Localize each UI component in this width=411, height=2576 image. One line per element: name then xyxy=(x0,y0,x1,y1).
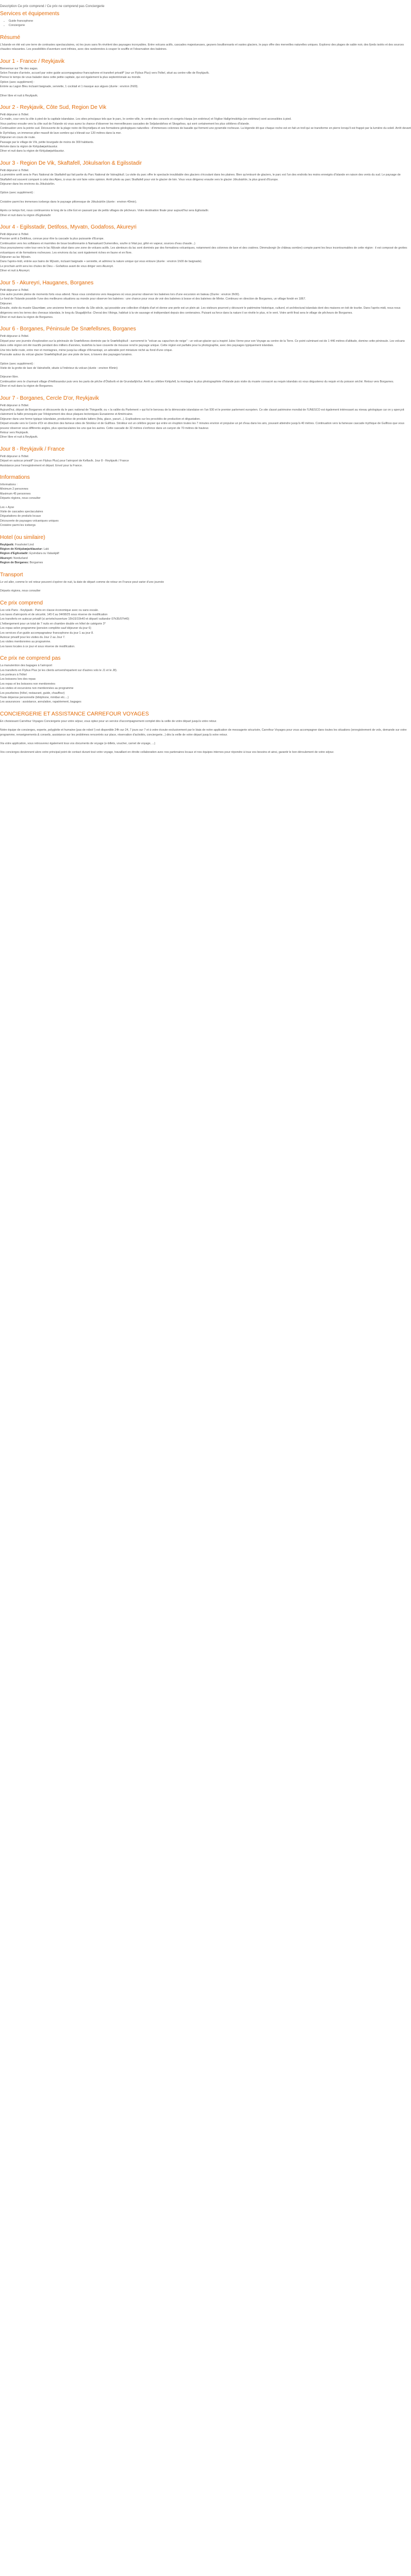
day-line: Bienvenue sur l'île des sagas. xyxy=(0,67,38,70)
spacer xyxy=(0,501,411,505)
info-line: Informations : xyxy=(0,483,18,486)
day-title: Jour 1 - France / Reykjavik xyxy=(0,58,65,64)
day-title: Jour 3 - Region De Vik, Skaftafell, Jökulsarlon & Egilsstadir xyxy=(0,160,142,166)
hotels-block xyxy=(0,543,411,565)
day-line: Départ ensuite vers le Cercle d'Or en direction des fameux sites de Strokkur et de Gullfoss. Strokkur est un célèbre geyser qui entre en éruption toutes les 7 minutes environ et propulse un jet d'eau dans les airs, pouvant atteindre jusqu'à 40 mètres. Continuation vers la fameuse cascade mythique de Gullfoss que vous pouvez observer sous différents angles, plus spectaculaires les uns que les autres. Cette cascade de 32 mètres s'enfonce dans un canyon de 70 mètres de hauteur. xyxy=(0,422,404,430)
day-line: Continuation vers les solfatares et marmites de boue bouillonnante à Namaskard Dumerolles, soufre à l'état pur, gêté en vapeur, sources d'eau chaude...) xyxy=(0,242,196,245)
excludes-line: Les visites et excursions non mentionnées au programme xyxy=(0,687,74,691)
includes-title: Ce prix comprend xyxy=(0,600,43,606)
excludes-line: Les repas et les boissons non mentionnées xyxy=(0,682,55,686)
day-body xyxy=(0,232,411,274)
day-line: Petit déjeuner à l'hôtel. xyxy=(0,404,29,407)
hotel-location: Reykjavik: xyxy=(0,543,15,547)
day-line: Ensuite, visite du musée Glaumbær, une ancienne ferme en tourbe du 18e siècle, qui possède une collection d'objets d'art et donne une perle est un plein air. Les visiteurs pourront y découvrir le patrimoine historique, culturel, et architectural islandais dont des maisons en toit de tourbe. Dans l'après-midi, nous nous dirigerons vers les terres des chevaux islandais, le long du Skagafjörður. Cheval des Vikings, habitué à la vie sauvage et indépendant depuis des centenaires. Puisant sa force dans la nature il se révèle le plus, ni le vent. Votre arrêt final sera le village de pêcheurs de Borgarnes. xyxy=(0,307,401,315)
day-line: Passage par le village de Vík, petite bourgade de moins de 300 habitants. xyxy=(0,140,94,144)
concierge-paragraph: Via votre application, vous retrouverez également tous vos documents de voyage (e-billets, voucher, carnet de voyage, ...) xyxy=(0,742,156,746)
hotel-location: Région de Kirkjubæjarklaustur: xyxy=(0,548,43,551)
day-line: Continuation vers le charmant village d'Hellissandur puis vers les parts de pêche d'Ólafsvík et de Grundarfjörður. Arrêt au célèbre Kirkjufell, la montagne la plus photographiée d'Islande puis visite du musée consacré au requin islandais où vous dégusterez du requin et du poisson séché. Retour vers Borgarnes. xyxy=(0,380,394,383)
day-line: Entrée au Lagon Bleu incluant baignade, serviette, 1 cocktail et 1 masque aux algues (durée : environ 2h00). xyxy=(0,85,139,89)
spacer xyxy=(0,89,411,94)
includes-line: Les services d'un guide accompagnateur francophone du jour 1 au jour 8. xyxy=(0,631,94,635)
day-title: Jour 8 - Reykjavik / France xyxy=(0,446,65,452)
excludes-line: Les porteurs à l'hôtel xyxy=(0,673,27,676)
info-line: Découverte de paysages volcaniques uniques xyxy=(0,519,59,523)
hotel-line xyxy=(0,561,411,565)
hotel-name: Borgarnes xyxy=(29,561,43,565)
day-line: Continuation vers la pointe sud. Découverte de la plage noire de Reynisfjara et ses formations géologiques naturelles : d'immenses colonnes de basalte qui forment une pyramide rocheuse. La légende dit que chaque roche est en fait un troll qui se transforme en pierre lorsqu'il est frappé par la lumière du soleil. Arrêt devant le Dyrhólaey, un immense pilier massif de lave sombre qui s'élevait sur 120 mètres dans la mer. xyxy=(0,127,411,135)
day-line: Déjeuner dans une ferme typique islandaise, productrice de produits laitiers (feta, glace, yaourt...). Explications sur les procédés de production et dégustation. xyxy=(0,417,201,421)
day-line: Dîner libre et nuit à Reykjavik. xyxy=(0,435,38,439)
day-line: Le fond de l'Islande possède l'une des meilleures situations au monde pour observer les baleines : une chance pour vous de voir des baleines à bosse et des baleines de Minke. Continuez en direction de Borgarnes, un village fondé en 1867. xyxy=(0,297,306,301)
hotel-name: Eyvindara ou Valaskjálf xyxy=(28,552,59,556)
hotel-name: Nordurland xyxy=(12,556,28,560)
informations-block xyxy=(0,483,411,528)
transport-line: Départs régions, nous consulter xyxy=(0,589,41,593)
day-title: Jour 2 - Reykjavik, Côte Sud, Region De Vik xyxy=(0,105,107,111)
info-line: Minimum 2 personnes xyxy=(0,487,29,491)
day-line: Départ en autocar privatif* (ou en Flybus Plus) pour l'aéroport de Keflavík. Jour 8 - Reykjavik / France xyxy=(0,459,129,463)
day-line: Croisière parmi les immenses icebergs dans le paysage pittoresque de Jökulsárlón (durée : environ 40min). xyxy=(0,200,137,204)
day-line: Selon l'horaire d'arrivée, accueil par votre guide accompagnateur francophone et transfert privatif* (sur un Flybus Plus) vers l'hôtel, situé au centre-ville de Reykjavík. xyxy=(0,71,210,75)
includes-line: Les taxes d'aéroports et de sécurité, 145 € au 04/08/25 sous réserve de modification xyxy=(0,613,108,616)
day-line: Dîner et nuit dans la région de Borgarnes. xyxy=(0,316,54,320)
day-line: Option (avec supplément) : xyxy=(0,362,35,366)
day-line: Départ pour une journée d'exploration sur la péninsule de Snæfellsnes dominée par le Snæfellsjökull - surnommé le "volcan au capuchon de neige" - un volcan-glacier qui a inspiré Jules Verne pour son Voyage au centre de la Terre. Ce point culminant est de 1 446 mètres d'altitude, domine cette péninsule. Les volcans dans cette région ont été inactifs pendant des milliers d'années, toutefois la lave couverte de mousse rend le paysage unique. Cette région est parfaite pour la photographie, avec des paysages typiquement islandais. xyxy=(0,339,405,348)
day-line: Déjeuner dans les environs du Jökulsárlón. xyxy=(0,182,55,186)
hotel-line xyxy=(0,556,411,561)
day-line: Dans l'après-midi, entrée aux bains de Mývatn, incluant baignade + serviette, et admirez la nature unique qui vous entoure (durée : environ 1h00 de baignade). xyxy=(0,260,202,264)
concierge-paragraph: Notre équipe de concierges, experte, polyglotte et humaine (pas de robot !) est disponible 24h sur 24, 7 jours sur 7 et à votre écoute exclusivement par le biais de notre application de messagerie sécurisée, Carrefour Voyages pour vous accompagner dans toutes les situations (enregistrement de vols, demande sur votre programme, renseignements & conseils, assistance sur les problèmes rencontrés sur place, réservation d'activités, conciergerie...) dès la veille de votre départ jusqu'à votre retour. xyxy=(0,728,407,737)
excludes-title: Ce prix ne comprend pas xyxy=(0,655,61,662)
info-line: Maximum 45 personnes xyxy=(0,492,31,496)
day-line: Petit déjeuner à l'hôtel. xyxy=(0,168,29,172)
includes-line: L'hébergement pour un total de 7 nuits en chambre double en hôtel de catégorie 3* xyxy=(0,622,106,626)
day-line: Déjeuner en cours de route. xyxy=(0,136,36,140)
day-body xyxy=(0,168,411,218)
concierge-paragraph: En choisissant Carrefour Voyages Conciergerie pour votre séjour, vous optez pour un service d'accompagnement complet dès la veille de votre départ jusqu'à votre retour. xyxy=(0,719,217,723)
day-line: Une autre journée pleine de moments forts vous attend. Nous vous conduirons vers Haugenes où vous pourrez observer les baleines lors d'une excursion en bateau (Durée : environ 3h00). xyxy=(0,293,240,297)
day-body xyxy=(0,404,411,440)
excludes-line: Les boissons lors des repas xyxy=(0,678,36,681)
hotel-name: Fosshotel Lind xyxy=(14,543,34,547)
doc-title: Description Ce prix comprend / Ce prix ne comprend pas Conciergerie xyxy=(0,4,105,8)
excludes-line: La manutention des bagages à l'aéroport xyxy=(0,664,53,668)
transport-line: Le vol aller, comme le vol retour peuvent s'opérer de nuit, la date de départ comme de retour en France peut varier d'une journée xyxy=(0,580,164,584)
excludes-line: Les assurances : assistance, annulation, rapatriement, bagages xyxy=(0,700,81,704)
day-line: Déjeuner au lac Mývatn. xyxy=(0,256,31,259)
day-line: Option (avec supplément) : xyxy=(0,80,35,84)
hotel-location: Region de Borganes: xyxy=(0,561,29,565)
spacer xyxy=(0,204,411,209)
day-body xyxy=(0,288,411,320)
day-line: Aujourd'hui, départ de Borgarnes et découverte du le parc national de Thingvellir, ou « la vallée du Parlement » qui fut le berceau de la démocratie islandaise en l'an 930 et le premier parlement européen. Ce site classé patrimoine mondial de l'UNESCO est également intéressant au niveau géologique car on y aperçoit clairement la faille provoquée par l'éloignement des deux plaques tectoniques Eurasienne et Américaine. xyxy=(0,408,404,417)
excludes-line: Toute dépense personnelle (téléphone, minibar etc....) xyxy=(0,696,69,699)
excludes-block xyxy=(0,663,411,705)
services-list xyxy=(0,19,411,28)
spacer xyxy=(0,584,411,589)
day-line: Vous poursuiverez votre tour vers le lac Mývatn situé dans une zone de volcans actifs. Les alentours du lac sont dominés par des formations volcaniques, notamment des colonnes de lave et des cratères. Dimmuborgir (le château sombre) compte parmi les lieux incontournables de cette région : il est composé de grottes volcaniques et de formations rocheuses. Les environs du lac sont également riches en faune et en flore. xyxy=(0,246,407,255)
day-title: Jour 7 - Borganes, Cercle D'or, Reykjavik xyxy=(0,395,99,401)
hotel-line xyxy=(0,543,411,547)
day-body xyxy=(0,113,411,154)
day-title: Jour 5 - Akureyri, Hauganes, Borganes xyxy=(0,279,94,286)
day-line: Premier arrêt à Dettifoss, connue pour être la cascade la plus puissante d'Europe. xyxy=(0,237,105,241)
day-line: Poursuite autour du volcan glacier Snæfellsjökull par une piste de lave, à travers des paysages lunaires. xyxy=(0,353,133,357)
service-item: • Guide francophone xyxy=(9,19,411,23)
info-line: Les + Ayse xyxy=(0,505,14,509)
day-line: Arrivée dans la région de Kirkjubæjarklaustur. xyxy=(0,145,58,148)
includes-block xyxy=(0,608,411,649)
day-line: Dîner et nuit à Akureyri. xyxy=(0,269,30,273)
hotels-title: Hotel (ou similaire) xyxy=(0,534,46,541)
day-title: Jour 4 - Egilsstadir, Detifoss, Myvatn, Godafoss, Akureyri xyxy=(0,224,137,230)
day-line: La première arrêt sera le Parc National de Skaftafell qui fait partie du Parc National de Vatnajökull. La visite du parc offre le spectacle inoubliable des glaciers s'écoulant dans les plaines. Bien qu'entouré de glaciers, le parc est l'un des endroits les moins enneigés d'Islande en raison des vents du sud. Le paysage de Skaftafell est souvent comparé à celui des Alpes, à vous de voir faire votre opinion. Arrêt photo au parc Skaftafell pour voir le glacier de loin. Vous vous dirigerez ensuite vers le glacier Jökulsárlón, la plus grand d'Europe. xyxy=(0,173,401,181)
concierge-paragraph: Vos concierges deviennent alors votre principal point de contact durant tout votre voyage, travaillant en étroite collaboration avec nos partenaires locaux et nos équipes internes pour répondre à tous vos besoins et ainsi, garantir le bon déroulement de votre séjour. xyxy=(0,751,335,754)
hotel-line xyxy=(0,547,411,551)
hotel-location: Région d'Egilsstadir: xyxy=(0,552,29,556)
informations-title: Informations xyxy=(0,474,30,480)
hotel-name: Laki xyxy=(42,548,49,551)
includes-line: Les visites mentionnées au programme. xyxy=(0,640,51,644)
day-line: Petit déjeuner à l'hôtel. xyxy=(0,335,29,339)
day-line: Assistance pour l'enregistrement et départ. Envol pour la France. xyxy=(0,464,83,467)
day-line: Petit déjeuner à l'hôtel. xyxy=(0,113,29,117)
transport-block xyxy=(0,580,411,594)
day-line: Une très belle route, entre mer et montagnes, mène jusqu'au village d'Arnarstapi, un adorable port miniature niché au fond d'une crique. xyxy=(0,348,173,352)
concierge-title: CONCIERGERIE ET ASSISTANCE CARREFOUR VOYAGES xyxy=(0,711,149,717)
includes-line: Autocar privatif pour les visites du Jour 2 au Jour 7. xyxy=(0,635,66,639)
resume-title: Résumé xyxy=(0,34,21,41)
day-line: Après ce temps fort, nous continuerons le long de la côte Est en passant par de petits villages de pêcheurs. Votre destination finale pour aujourd'hui sera Egilsstaðir. xyxy=(0,209,209,213)
day-line: Prenez le temps de vous balader dans cette petite capitale, qui est également la plus septentrionale au monde. xyxy=(0,76,142,80)
services-title: Services et équipements xyxy=(0,11,60,17)
excludes-line: Les transferts en Flybus Plus (si les clients arrivent/repartent sur d'autres vols le J1 et le J8). xyxy=(0,668,118,672)
resume-text: L'Islande en été est une terre de contrastes spectaculaires, où les jours sans fin révèlent des paysages incroyables. Entre volcans actifs, cascades majestueuses, geysers bouillonnants et vastes glaciers, le pays offre des merveilles naturelles uniques. Explorez des plages de sable noir, des fjords isolés et des sources chaudes relaxantes. Les possibilités d'aventure sont infinies, avec des randonnées à couper le souffle et l'observation des baleines. xyxy=(0,43,404,51)
day-body xyxy=(0,334,411,388)
day-line: Déjeuner. xyxy=(0,302,12,305)
spacer xyxy=(0,186,411,191)
hotel-location: Akureyri: xyxy=(0,556,13,560)
day-line: Retour vers Reykjavik. xyxy=(0,431,29,434)
includes-line: Les repas selon programme (pension complète sauf déjeuner du jour 6) xyxy=(0,627,92,630)
includes-line: Les vols Paris - Keykjavik - Paris en classe économique avec ou sans escale. xyxy=(0,608,99,612)
spacer xyxy=(0,357,411,362)
spacer xyxy=(0,737,411,741)
excludes-line: Les pourboires (hôtel, restaurant, guide, chauffeur) xyxy=(0,691,65,695)
day-line: Ce matin, cour vers la côte à pied de la capitale islandaise. Les sites principaux tels que le parc, le centre-ville, le centre des concerts et congrès Harpa (en extérieur) et l'église Hallgrímskirkja (en extérieur) sont accessibles à pied. xyxy=(0,118,292,121)
day-line: Visite de la grotte de lave de Vatnshellir, située à l'intérieur du volcan (durée : environ 45min) xyxy=(0,366,118,370)
info-line: Dégustations de produits locaux xyxy=(0,515,41,518)
info-line: Visite de cascades spectaculaires xyxy=(0,510,43,514)
includes-line: Les transferts en autocar privatif (si arrivée/ouverture 15h15/15h40 et départ/ outlandor 07h35/07h40) xyxy=(0,617,130,621)
day-line: Petit déjeuner à l'hôtel. xyxy=(0,288,29,292)
transport-title: Transport xyxy=(0,571,23,578)
day-body xyxy=(0,67,411,98)
day-line: Le prochain arrêt sera les chutes de Dieu – Goðafoss avant de vous diriger vers Akureyri. xyxy=(0,264,114,268)
day-body xyxy=(0,454,411,468)
concierge-block xyxy=(0,719,411,755)
day-line: Dîner et nuit dans la région d'Egilsstaðir xyxy=(0,213,51,217)
day-line: Dîner et nuit dans la région de Borgarnes. xyxy=(0,385,54,388)
page xyxy=(0,0,411,760)
day-line: Option (avec supplément) : xyxy=(0,191,35,195)
spacer xyxy=(0,196,411,200)
day-title: Jour 6 - Borganes, Péninsule De Snæfellsnes, Borganes xyxy=(0,326,136,333)
day-line: Dîner et nuit dans la région de Kirkjubæjarklaustur. xyxy=(0,149,65,153)
spacer xyxy=(0,746,411,750)
day-line: Vous partirez ensuite vers la côte sud de l'Islande où vous aurez la chance d'observer les merveilleuses cascades de Seljalandsfoss et Skogafoss, qui sont certainement les plus célèbres d'Islande. xyxy=(0,122,250,126)
info-line: Croisière parmi les icebergs xyxy=(0,524,36,528)
itinerary xyxy=(0,58,411,468)
hotel-line xyxy=(0,551,411,556)
day-line: Petit déjeuner à l'hôtel. xyxy=(0,454,29,458)
spacer xyxy=(0,370,411,375)
day-line: Petit déjeuner à l'hôtel. xyxy=(0,232,29,236)
day-line: Déjeuner libre. xyxy=(0,375,19,379)
spacer xyxy=(0,724,411,728)
includes-line: Les taxes locales à ce jour et sous réserve de modification. xyxy=(0,645,75,648)
service-item: • Conciergerie xyxy=(9,23,411,28)
day-line: Dîner libre et nuit à Reykjavik. xyxy=(0,94,38,97)
info-line: Départs régions, nous consulter xyxy=(0,497,41,500)
